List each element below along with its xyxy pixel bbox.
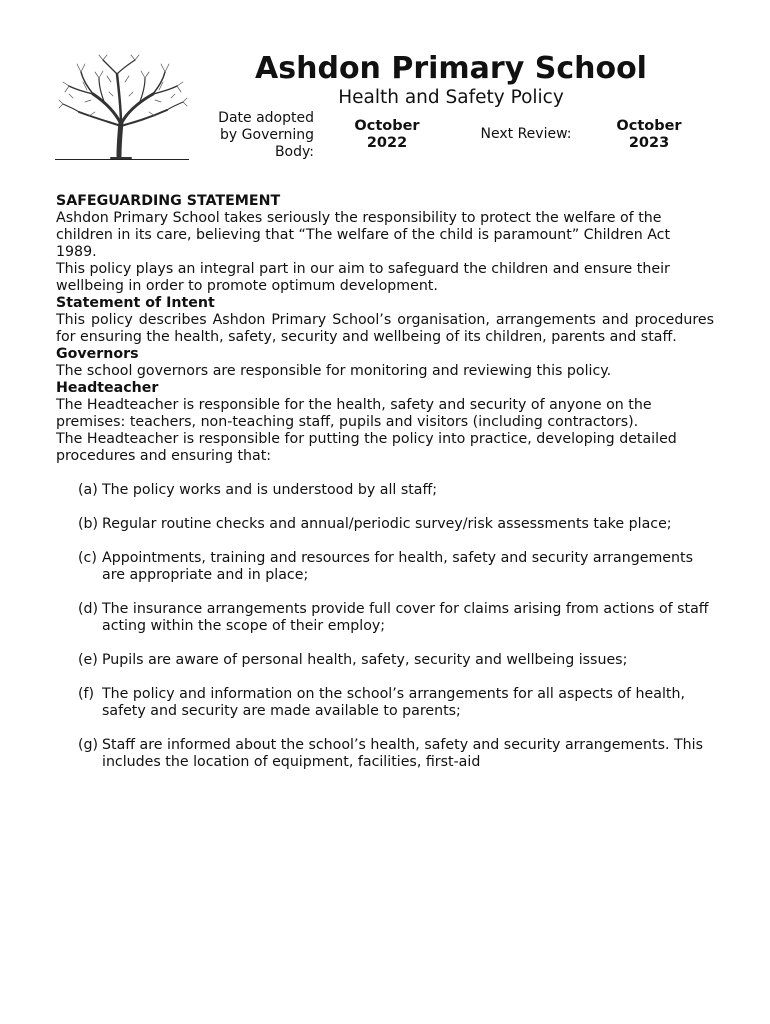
list-item-text: Appointments, training and resources for health, safety and security arrangements are appropriate and in place;	[102, 550, 693, 583]
list-item	[56, 652, 714, 669]
list-marker: (f)	[78, 686, 95, 702]
next-review-label: Next Review:	[480, 126, 572, 142]
date-adopted-label-line: Date adopted	[218, 110, 314, 126]
headteacher-heading: Headteacher	[56, 380, 159, 396]
next-review-year: 2023	[628, 135, 670, 151]
intent-paragraph: This policy describes Ashdon Primary School’s organisation, arrangements and procedures for ensuring the health, safety, security and wellbeing of its children, parents and staff.	[56, 312, 714, 345]
list-item	[56, 737, 714, 771]
safeguarding-heading: SAFEGUARDING STATEMENT	[56, 193, 281, 209]
list-item	[56, 482, 714, 499]
list-item-text: Regular routine checks and annual/periodic survey/risk assessments take place;	[102, 516, 672, 532]
list-marker: (d)	[78, 601, 99, 617]
list-marker: (b)	[78, 516, 99, 532]
headteacher-duties-list	[56, 482, 714, 771]
policy-name: Health and Safety Policy	[338, 87, 564, 108]
school-name: Ashdon Primary School	[255, 51, 647, 86]
date-adopted-label	[196, 110, 314, 161]
logo-underline	[55, 159, 189, 160]
policy-body	[56, 193, 714, 788]
list-marker: (g)	[78, 737, 99, 753]
safeguarding-paragraph: This policy plays an integral part in our aim to safeguard the children and ensure their wellbeing in order to promote optimum development.	[56, 261, 670, 294]
next-review-month: October	[616, 118, 682, 134]
list-item-text: Pupils are aware of personal health, safety, security and wellbeing issues;	[102, 652, 628, 668]
governors-paragraph: The school governors are responsible for monitoring and reviewing this policy.	[56, 363, 612, 379]
list-item-text: The policy works and is understood by all staff;	[102, 482, 438, 498]
date-adopted-month: October	[354, 118, 420, 134]
list-item	[56, 550, 714, 584]
date-adopted-label-line: by Governing	[220, 127, 314, 143]
intent-heading: Statement of Intent	[56, 295, 215, 311]
list-item	[56, 601, 714, 635]
next-review-value	[598, 118, 700, 152]
list-item-text: The policy and information on the school’s arrangements for all aspects of health, safety and security are made available to parents;	[102, 686, 685, 719]
list-marker: (e)	[78, 652, 98, 668]
safeguarding-paragraph: Ashdon Primary School takes seriously the responsibility to protect the welfare of the children in its care, believing that “The welfare of the child is paramount” Children Act 1989.	[56, 210, 671, 260]
headteacher-paragraph: The Headteacher is responsible for the health, safety and security of anyone on the premises: teachers, non-teaching staff, pupils and visitors (including contractors).	[56, 397, 652, 430]
list-marker: (a)	[78, 482, 98, 498]
list-item-text: Staff are informed about the school’s health, safety and security arrangements. This includes the location of equipment, facilities, first-aid	[102, 737, 703, 770]
list-marker: (c)	[78, 550, 97, 566]
governors-heading: Governors	[56, 346, 139, 362]
list-item	[56, 516, 714, 533]
date-adopted-value	[336, 118, 438, 152]
list-item	[56, 686, 714, 720]
date-adopted-year: 2022	[366, 135, 408, 151]
headteacher-paragraph: The Headteacher is responsible for putting the policy into practice, developing detailed procedures and ensuring that:	[56, 431, 677, 464]
date-adopted-label-line: Body:	[274, 144, 314, 160]
tree-icon	[55, 52, 189, 162]
list-item-text: The insurance arrangements provide full cover for claims arising from actions of staff acting within the scope of their employ;	[102, 601, 709, 634]
